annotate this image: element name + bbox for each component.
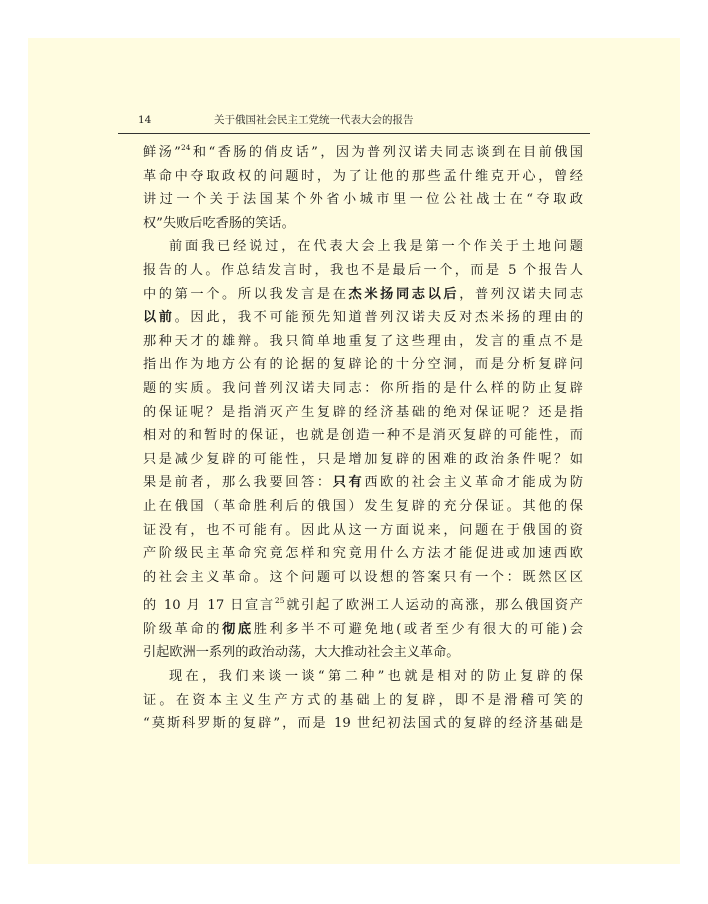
text-line: 果是前者，那么我要回答：只有西欧的社会主义革命才能成为防 — [143, 475, 584, 491]
emphasis: 杰米扬同志 — [348, 286, 428, 302]
text-line: 中的第一个。所以我发言是在杰米扬同志以后，普列汉诺夫同志 — [143, 286, 584, 302]
text-line: 现在，我们来谈一谈“第二种”也就是相对的防止复辟的保 — [169, 669, 583, 685]
text-line: 那种天才的雄辩。我只简单地重复了这些理由，发言的重点不是 — [143, 333, 583, 349]
text-line: 证。在资本主义生产方式的基础上的复辟，即不是滑稽可笑的 — [143, 692, 583, 708]
running-header — [118, 112, 590, 134]
text-line: 讲过一个关于法国某个外省小城市里一位公社战士在“夺取政 — [143, 192, 583, 208]
page-number: 14 — [138, 114, 152, 126]
text-line: 的社会主义革命。这个问题可以设想的答案只有一个：既然区区 — [143, 569, 583, 585]
text-line: 引起欧洲一系列的政治动荡，大大推动社会主义革命。 — [143, 645, 460, 661]
emphasis: 以后 — [427, 286, 460, 302]
text-line: 产阶级民主革命究竟怎样和究竟用什么方法才能促进或加速西欧 — [143, 546, 583, 562]
text-line: 相对的和暂时的保证，也就是创造一种不是消灭复辟的可能性，而 — [143, 428, 583, 444]
emphasis: 彻底 — [222, 621, 254, 637]
text-line: 权”失败后吃香肠的笑话。 — [143, 215, 295, 231]
emphasis: 以前 — [143, 310, 175, 326]
text-line: 证没有，也不可能有。因此从这一方面说来，问题在于俄国的资 — [143, 522, 583, 538]
text-line: 的保证呢？是指消灭产生复辟的经济基础的绝对保证呢？还是指 — [143, 404, 583, 420]
body-text — [143, 136, 583, 736]
text-line: 的 10 月 17 日宣言$^{25}$就引起了欧洲工人运动的高涨，那么俄国资产 — [143, 596, 583, 614]
text-line: 只是减少复辟的可能性，只是增加复辟的困难的政治条件呢？如 — [143, 451, 583, 467]
footnote-marker: 25 — [274, 596, 285, 606]
text-line: “莫斯科罗斯的复辟”，而是 19 世纪初法国式的复辟的经济基础是 — [143, 716, 583, 732]
running-title: 关于俄国社会民主工党统一代表大会的报告 — [214, 114, 414, 126]
text-line: 鲜汤”$^{24}$和“香肠的俏皮话”，因为普列汉诺夫同志谈到在目前俄国 — [143, 143, 583, 160]
text-line: 前面我已经说过，在代表大会上我是第一个作关于土地问题 — [169, 239, 583, 255]
emphasis: 只有 — [332, 475, 365, 491]
footnote-marker: 24 — [180, 143, 191, 152]
text-line: 题的实质。我问普列汉诺夫同志：你所指的是什么样的防止复辟 — [143, 380, 583, 396]
text-line: 指出作为地方公有的论据的复辟论的十分空洞，而是分析复辟问 — [143, 357, 583, 373]
text-line: 报告的人。作总结发言时，我也不是最后一个，而是 5 个报告人 — [143, 262, 583, 278]
text-line: 止在俄国（革命胜利后的俄国）发生复辟的充分保证。其他的保 — [143, 498, 583, 514]
text-line: 革命中夺取政权的问题时，为了让他的那些孟什维克开心，曾经 — [143, 168, 583, 184]
text-line: 以前。因此，我不可能预先知道普列汉诺夫反对杰米扬的理由的 — [143, 310, 584, 326]
text-line: 阶级革命的彻底胜利多半不可避免地(或者至少有很大的可能)会 — [143, 621, 584, 637]
